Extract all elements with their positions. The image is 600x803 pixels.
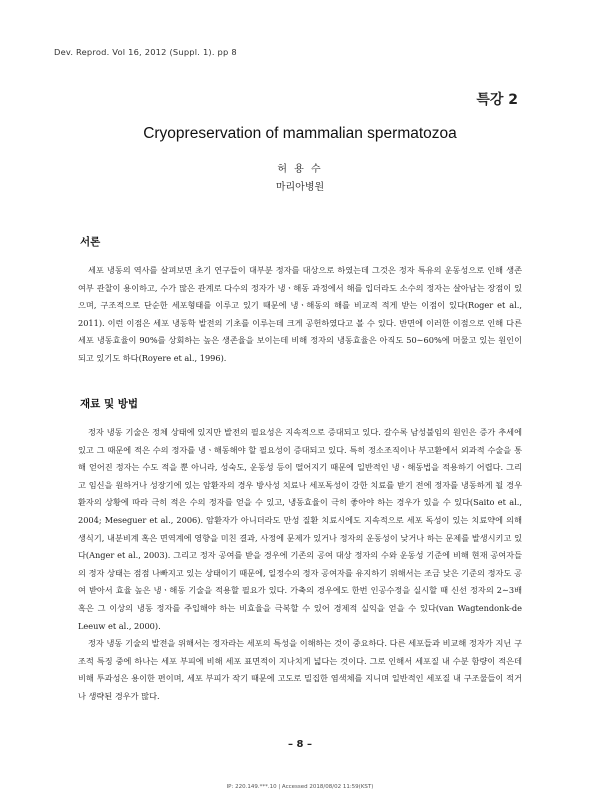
author-affiliation: 마리아병원 [275,182,325,193]
page-number: – 8 – [288,739,312,750]
section-heading-introduction: 서론 [80,236,101,248]
section-body-introduction [78,262,522,368]
journal-citation: Dev. Reprod. Vol 16, 2012 (Suppl. 1). pp 8 [54,47,237,57]
access-footer: IP: 220.149.***.10 | Accessed 2018/08/02 11:59(KST) [226,784,374,790]
lecture-tag: 특강 2 [476,92,518,108]
author-name: 허 용 수 [277,164,323,175]
paragraph: 정자 냉동 기술은 정체 상태에 있지만 발전의 필요성은 지속적으로 증대되고 있다. 갈수록 남성불임의 원인은 증가 추세에 있고 그 때문에 적은 수의 정자를 냉ㆍ해동해야 할 필요성이 증대되고 있다. 특히 정소조직이나 부고환에서 외과적 수술을 통해 얻어진 정자는 수도 적을 뿐 아니라, 성숙도, 운동성 등이 떨어지기 때문에 일반적인 냉ㆍ해동법을 적용하기 어렵다. 그리고 임신을 원하거나 성장기에 있는 암환자의 경우 방사성 치료나 세포독성이 강한 치료를 받기 전에 정자를 냉동하게 될 경우 환자의 상황에 따라 극히 적은 수의 정자를 얻을 수 있고, 냉동효율이 극히 좋아야 하는 경우가 있을 수 있다(Saito et al., 2004; Meseguer et al., 2006). 암환자가 아니더라도 만성 질환 치료시에도 지속적으로 세포 독성이 있는 치료약에 의해 생식기, 내분비계 혹은 면역계에 영향을 미친 결과, 사정에 문제가 있거나 정자의 운동성이 낮거나 하는 문제를 발생시키고 있다(Anger et al., 2003). 그리고 정자 공여를 받을 경우에 기존의 공여 대상 정자의 수와 운동성 기준에 비해 현재 공여자들의 정자 상태는 점점 나빠지고 있는 상태이기 때문에, 일정수의 정자 공여자를 유지하기 위해서는 조금 낮은 기준의 정자도 공여 받아서 효율 높은 냉ㆍ해동 기술을 적용할 필요가 있다. 가축의 경우에도 한번 인공수정을 실시할 때 신선 정자의 2∼3배 혹은 그 이상의 냉동 정자를 주입해야 하는 비효율을 극복할 수 있어 경제적 실익을 얻을 수 있다(van Wagtendonk-de Leeuw et al., 2000). [78,427,522,631]
section-body-methods [78,424,522,706]
paragraph: 세포 냉동의 역사를 살펴보면 초기 연구들이 대부분 정자를 대상으로 하였는데 그것은 정자 특유의 운동성으로 인해 생존 여부 관찰이 용이하고, 수가 많은 관계로 다수의 정자가 냉ㆍ해동 과정에서 해를 입더라도 소수의 정자는 살아남는 장점이 있으며, 구조적으로 단순한 세포형태를 이루고 있기 때문에 냉ㆍ해동의 해를 비교적 적게 받는 이점이 있다(Roger et al., 2011). 이런 이점은 세포 냉동학 발전의 기초를 이루는데 크게 공헌하였다고 볼 수 있다. 반면에 이러한 이점으로 인해 다른 세포 냉동효율이 90%를 상회하는 높은 생존율을 보이는데 비해 정자의 냉동효율은 아직도 50∼60%에 머물고 있는 원인이 되고 있기도 하다(Royere et al., 1996). [78,265,522,363]
article-title: Cryopreservation of mammalian spermatozoa [143,125,457,142]
paragraph: 정자 냉동 기술의 발전을 위해서는 정자라는 세포의 특성을 이해하는 것이 중요하다. 다른 세포들과 비교해 정자가 지닌 구조적 특징 중에 하나는 세포 부피에 비해 세포 표면적이 지나치게 넓다는 것이다. 그로 인해서 세포질 내 수분 함량이 적은데 비해 투과성은 용이한 편이며, 세포 부피가 작기 때문에 고도로 밀집한 염색체를 지니며 일반적인 세포질 내 구조물들이 적거나 생략된 경우가 많다. [78,638,522,701]
section-heading-methods: 재료 및 방법 [80,398,139,410]
